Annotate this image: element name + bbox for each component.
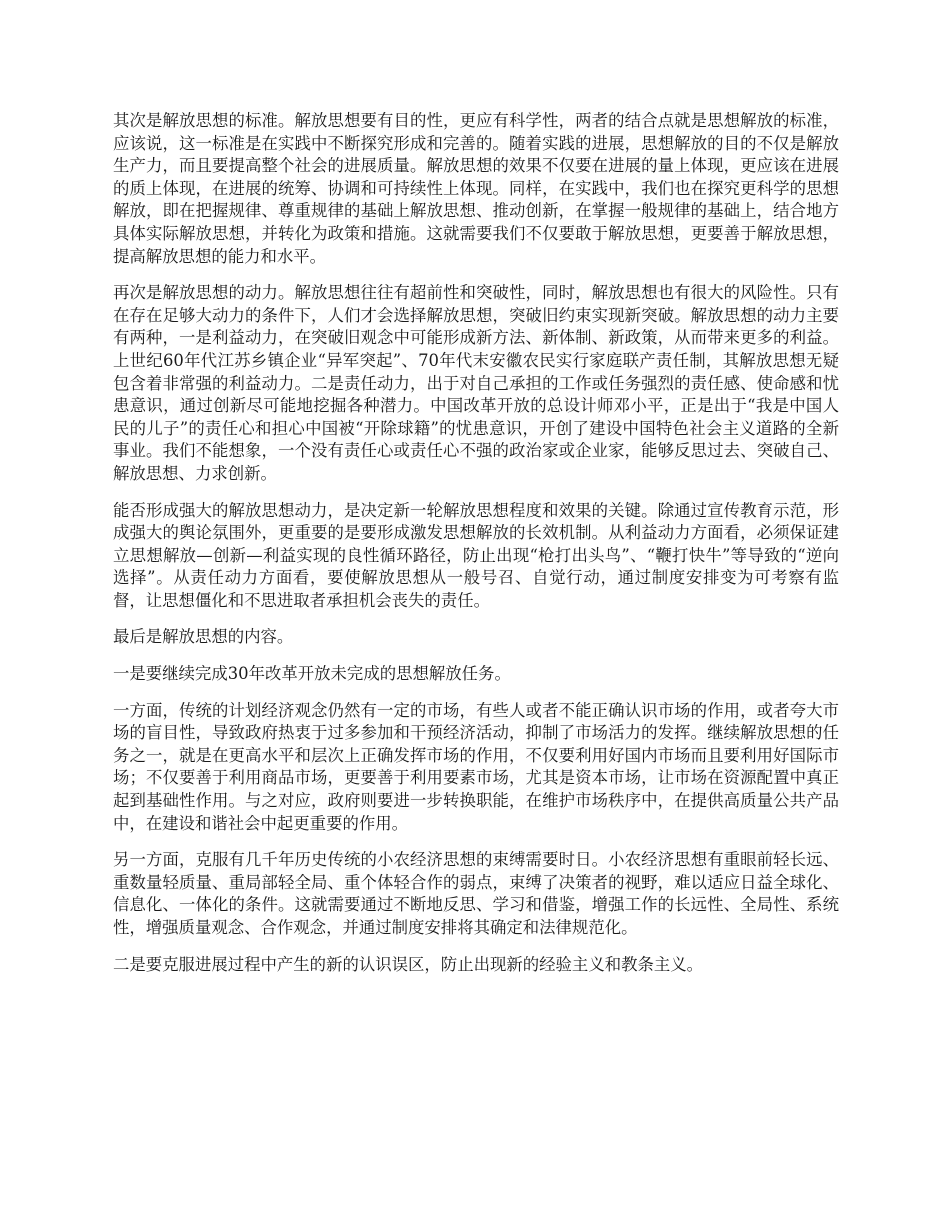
paragraph-content-heading: 最后是解放思想的内容。 [113,627,294,647]
paragraph-small-farmer-economy: 另一方面，克服有几千年历史传统的小农经济思想的束缚需要时日。小农经济思想有重眼前轻长远、重数量轻质量、重局部轻全局、重个体轻合作的弱点，束缚了决策者的视野，难以适应日益全球化、信息化、一体化的条件。这就需要通过不断地反思、学习和借鉴，增强工作的长远性、全局性、系统性，增强质量观念、合作观念，并通过制度安排将其确定和法律规范化。 [113,850,839,937]
paragraph-market: 一方面，传统的计划经济观念仍然有一定的市场，有些人或者不能正确认识市场的作用，或者夸大市场的盲目性，导致政府热衷于过多参加和干预经济活动，抑制了市场活力的发挥。继续解放思想的任务之一，就是在更高水平和层次上正确发挥市场的作用，不仅要利用好国内市场而且要利用好国际市场；不仅要善于利用商品市场，更要善于利用要素市场，尤其是资本市场，让市场在资源配置中真正起到基础性作用。与之对应，政府则要进一步转换职能，在维护市场秩序中，在提供高质量公共产品中，在建设和谐社会中起更重要的作用。 [113,700,839,833]
paragraph-motivation-mechanism: 能否形成强大的解放思想动力，是决定新一轮解放思想程度和效果的关键。除通过宣传教育示范，形成强大的舆论氛围外，更重要的是要形成激发思想解放的长效机制。从利益动力方面看，必须保证建立思想解放—创新—利益实现的良性循环路径，防止出现“枪打出头鸟”、“鞭打快牛”等导致的“逆向选择”。从责任动力方面看，要使解放思想从一般号召、自觉行动，通过制度安排变为可考察有监督，让思想僵化和不思进取者承担机会丧失的责任。 [113,500,839,610]
paragraph-point-two: 二是要克服进展过程中产生的新的认识误区，防止出现新的经验主义和教条主义。 [113,954,704,974]
document-body [113,110,839,990]
paragraph-standard: 其次是解放思想的标准。解放思想要有目的性，更应有科学性，两者的结合点就是思想解放的标准，应该说，这一标准是在实践中不断探究形成和完善的。随着实践的进展，思想解放的目的不仅是解放生产力，而且要提高整个社会的进展质量。解放思想的效果不仅要在进展的量上体现，更应该在进展的质上体现，在进展的统筹、协调和可持续性上体现。同样，在实践中，我们也在探究更科学的思想解放，即在把握规律、尊重规律的基础上解放思想、推动创新，在掌握一般规律的基础上，结合地方具体实际解放思想，并转化为政策和措施。这就需要我们不仅要敢于解放思想，更要善于解放思想，提高解放思想的能力和水平。 [113,111,839,266]
paragraph-point-one: 一是要继续完成30年改革开放未完成的思想解放任务。 [113,664,511,684]
paragraph-motivation: 再次是解放思想的动力。解放思想往往有超前性和突破性，同时，解放思想也有很大的风险性。只有在存在足够大动力的条件下，人们才会选择解放思想，突破旧约束实现新突破。解放思想的动力主要有两种，一是利益动力，在突破旧观念中可能形成新方法、新体制、新政策，从而带来更多的利益。上世纪60年代江苏乡镇企业“异军突起”、70年代末安徽农民实行家庭联产责任制，其解放思想无疑包含着非常强的利益动力。二是责任动力，出于对自己承担的工作或任务强烈的责任感、使命感和忧患意识，通过创新尽可能地挖掘各种潜力。中国改革开放的总设计师邓小平，正是出于“我是中国人民的儿子”的责任心和担心中国被“开除球籍”的忧患意识，开创了建设中国特色社会主义道路的全新事业。我们不能想象，一个没有责任心或责任心不强的政治家或企业家，能够反思过去、突破自己、解放思想、力求创新。 [113,283,839,483]
